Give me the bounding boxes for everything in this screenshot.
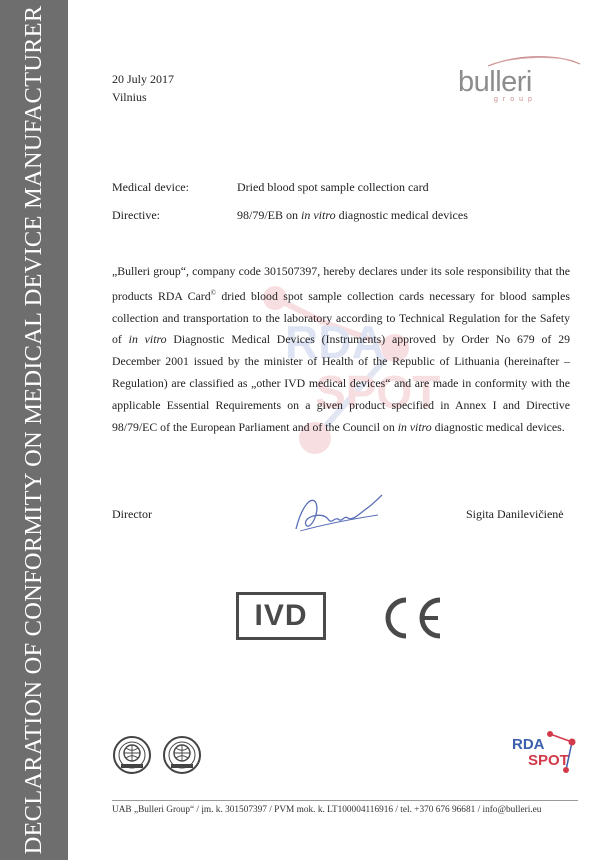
document-city: Vilnius bbox=[112, 90, 147, 104]
footer-contact: UAB „Bulleri Group“ / įm. k. 301507397 / PVM mok. k. LT100004116916 / tel. +370 676 96681 / info@bulleri.eu bbox=[112, 805, 542, 815]
svg-text:SPOT: SPOT bbox=[315, 366, 441, 418]
iso-9001-seal-icon bbox=[162, 735, 202, 775]
ce-mark-icon bbox=[376, 596, 446, 640]
logo-wordmark: bulleri bbox=[458, 66, 532, 98]
ivd-mark: IVD bbox=[236, 592, 326, 640]
handwritten-signature bbox=[282, 485, 392, 543]
directive-value: 98/79/EB on in vitro diagnostic medical devices bbox=[237, 208, 468, 222]
date-block bbox=[112, 70, 174, 106]
bulleri-logo bbox=[448, 52, 586, 112]
spot-text: SPOT bbox=[528, 752, 569, 769]
signer-name: Sigita Danilevičienė bbox=[466, 507, 564, 521]
rda-text: RDA bbox=[512, 736, 545, 753]
rda-spot-logo bbox=[510, 730, 580, 776]
iso-13485-seal-icon bbox=[112, 735, 152, 775]
footer-divider bbox=[112, 800, 578, 801]
medical-device-value: Dried blood spot sample collection card bbox=[237, 180, 429, 194]
svg-text:RDA: RDA bbox=[285, 316, 385, 368]
logo-subtitle: group bbox=[494, 96, 537, 103]
sidebar-title: DECLARATION OF CONFORMITY ON MEDICAL DEVICE MANUFACTURER bbox=[20, 5, 47, 855]
directive-label: Directive: bbox=[112, 208, 160, 222]
document-date: 20 July 2017 bbox=[112, 72, 175, 86]
sidebar-band bbox=[0, 0, 68, 860]
director-label: Director bbox=[112, 507, 152, 521]
medical-device-label: Medical device: bbox=[112, 180, 189, 194]
declaration-paragraph: „Bulleri group“, company code 301507397, hereby declares under its sole responsibility that the products RDA Card© dried blood spot sample collection cards necessary for blood samples collection and transportation to the laboratory according to Technical Regulation for the Safety of in vitro Diagnostic Medical Devices (Instruments) approved by Order No 679 of 29 December 2001 issued by the minister of Health of the Republic of Lithuania (hereinafter – Regulation) are classified as „other IVD medical devices“ and are made in conformity with the applicable Essential Requirements on a given product specified in Annex I and Directive 98/79/EC of the European Parliament and of the Council on in vitro diagnostic medical devices. bbox=[112, 264, 570, 434]
